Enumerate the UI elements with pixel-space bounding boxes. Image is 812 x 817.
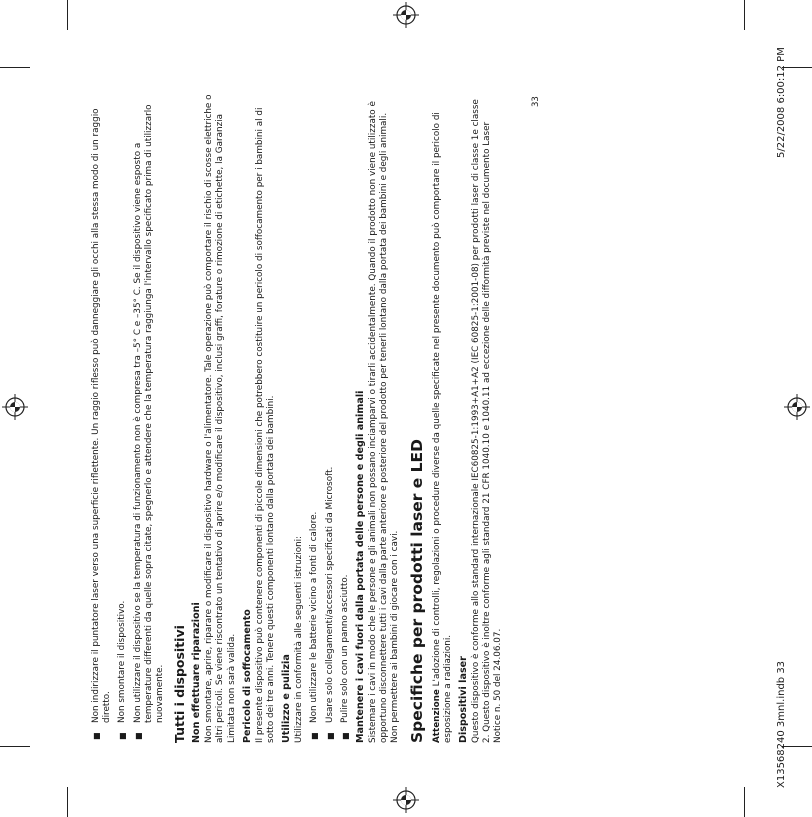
- bullet-icon: ■: [118, 732, 128, 740]
- bullet-icon: ■: [340, 732, 350, 740]
- subheading-dispositivi: Dispositivi laser: [458, 656, 470, 743]
- list-item: ■ Non utilizzare le batterie vicino a fonti di calore.: [309, 511, 320, 740]
- bullet-icon: ■: [310, 732, 320, 740]
- crop-mark-bottom-right: [744, 787, 745, 817]
- subheading-utilizzo: Utilizzo e pulizia: [281, 654, 293, 743]
- paragraph-non-effettuare: Non smontare, aprire, riparare o modificare il dispositivo hardware o l'alimentatore. Tale operazione può comportare il rischio di scosse elettriche o altri pericoli. Se viene riscontrato un tentativo di aprire e/o modificare il dispositivo, inclusi graffi, forature o rimozione di etichette, la Garanzia Limitata non sarà valida.: [204, 94, 237, 743]
- rotated-page: [79, 67, 551, 743]
- bullet-icon: ■: [92, 732, 101, 740]
- paragraph-attenzione: [432, 93, 454, 743]
- list-item: ■ Non indirizzare il puntatore laser verso una superficie riflettente. Un raggio riflesso può danneggiare gli occhi alla stessa modo di un raggio diretto.: [91, 108, 113, 740]
- registration-mark-top: [393, 2, 419, 28]
- content-column: [91, 93, 509, 743]
- list-item: ■ Non smontare il dispositivo.: [117, 600, 128, 740]
- bullet-icon: ■: [325, 732, 335, 740]
- attenzione-label: Attenzione: [431, 689, 442, 743]
- paragraph-pericolo: Il presente dispositivo può contenere componenti di piccole dimensioni che potrebbero costituire un pericolo di soffocamento per i bambini al di sotto dei tre anni. Tenere questi componenti lontano dalla portata dei bambini.: [254, 107, 277, 743]
- list-item: ■ Pulire solo con un panno asciutto.: [339, 574, 350, 740]
- section-heading-tutti: Tutti i dispositivi: [172, 625, 188, 743]
- page-number: 33: [531, 96, 541, 107]
- registration-mark-bottom: [393, 787, 419, 813]
- footer-right: 5/22/2008 6:00:12 PM: [776, 47, 787, 158]
- crop-mark-bottom-left: [67, 787, 68, 817]
- list-item: ■ Non utilizzare il dispositivo se la temperatura di funzionamento non è compresa tra –5° C e –35° C. Se il dispositivo viene esposto a temperature differenti da quelle sopra citate, spegnerlo e attendere che la temperatura raggiunga l'intervallo specificato prima di utilizzarlo nuovamente.: [132, 104, 166, 740]
- crop-mark-left-top: [0, 67, 30, 68]
- crop-mark-left-bottom: [0, 746, 30, 747]
- subheading-pericolo: Pericolo di soffocamento: [241, 609, 253, 743]
- safety-bullet-list: [91, 93, 166, 743]
- section-heading-specifiche: Specifiche per prodotti laser e LED: [407, 439, 426, 743]
- crop-mark-top-left: [67, 0, 68, 30]
- paragraph-dispositivi: Questo dispositivo è conforme allo standard internazionale IEC60825-1:1993+A1+A2 (IEC 60825-1:2001-08) per prodotti laser di classe 1e classe 2. Questo dispositivo è inoltre conforme agli standard 21 CFR 1040.10 e 1040.11 ad eccezione delle difformità previste nel documento Laser Notice n. 50 del 24.06.07.: [471, 99, 504, 743]
- registration-mark-left: [2, 394, 28, 420]
- utilizzo-bullet-list: [309, 93, 351, 743]
- registration-mark-right: [784, 394, 810, 420]
- attenzione-text: L'adozione di controlli, regolazioni o procedure diverse da quelle specificate nel presente documento può comportare il pericolo di esposizione a radiazioni.: [431, 112, 453, 743]
- crop-mark-top-right: [744, 0, 745, 30]
- paragraph-utilizzo-intro: Utilizzare in conformità alle seguenti istruzioni:: [294, 535, 305, 743]
- list-item: ■ Usare solo collegamenti/accessori specificati da Microsoft.: [324, 466, 335, 740]
- footer-left: X13568240 3mnl.indb 33: [776, 660, 787, 788]
- subheading-non-effettuare: Non effettuare riparazioni: [191, 602, 203, 743]
- subheading-mantenere: Mantenere i cavi fuori dalla portata delle persone e degli animali: [355, 390, 367, 743]
- bullet-icon: ■: [133, 732, 143, 740]
- paragraph-mantenere: Sistemare i cavi in modo che le persone e gli animali non possano inciamparvi o tirarli accidentalmente. Quando il prodotto non viene utilizzato è opportuno disconnettere tutti i cavi dalla parte anteriore e posteriore del prodotto per tenerli lontano dalla portata dei bambini e degli animali. Non permettere ai bambini di giocare con i cavi.: [368, 101, 401, 743]
